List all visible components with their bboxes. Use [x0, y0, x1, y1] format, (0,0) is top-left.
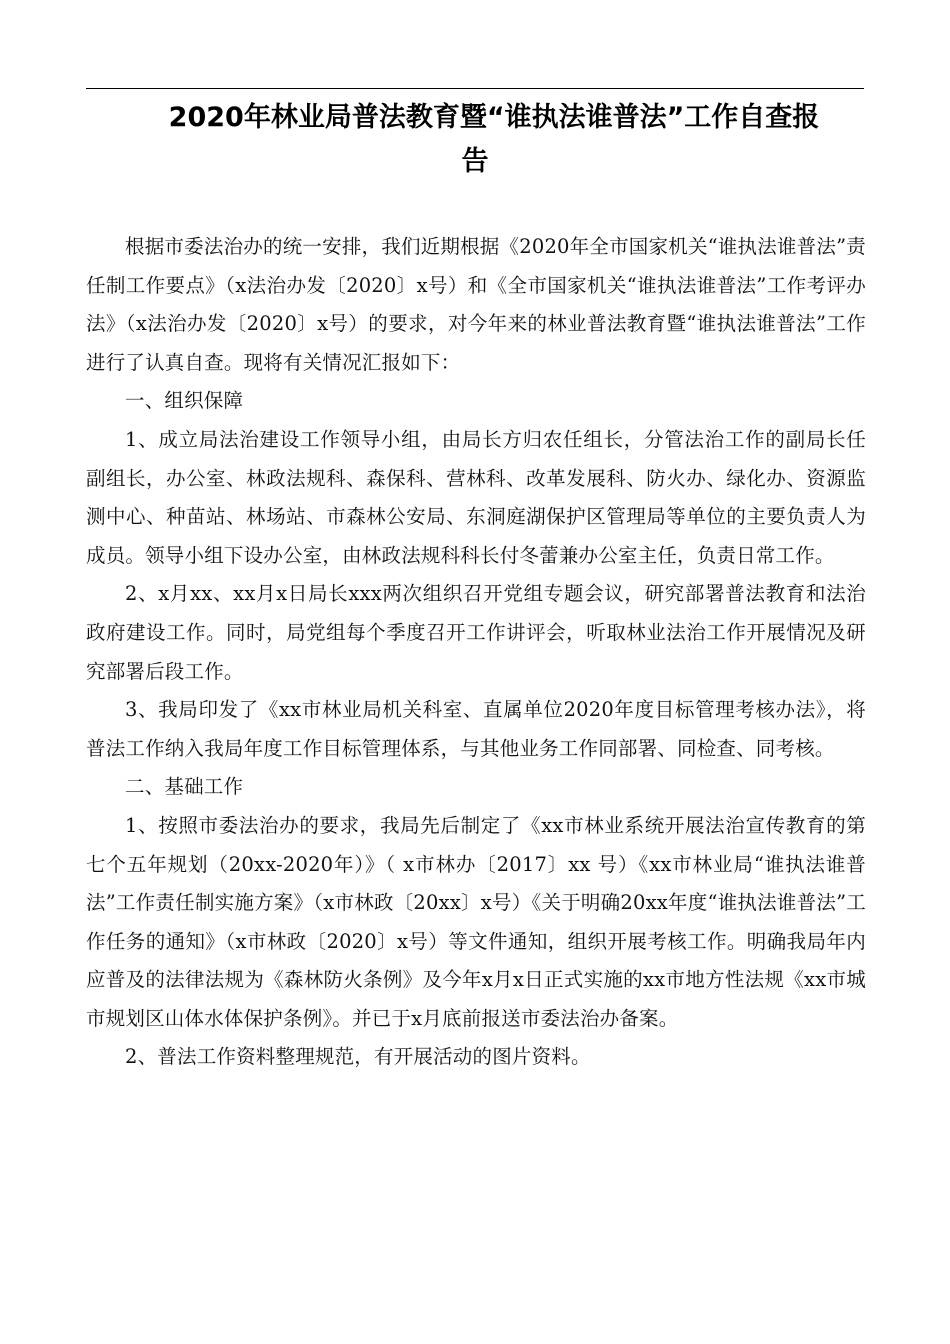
paragraph-basic-2: 2、普法工作资料整理规范，有开展活动的图片资料。	[125, 1045, 591, 1069]
section-heading-organization: 一、组织保障	[125, 389, 244, 413]
section-heading-basic-work: 二、基础工作	[125, 775, 244, 799]
header-rule	[86, 88, 864, 89]
title-line-2: 告	[461, 146, 489, 177]
paragraph-basic-1: 1、按照市委法治办的要求，我局先后制定了《xx市林业系统开展法治宣传教育的第七个五年规划（20xx-2020年）》（ x市林办〔2017〕xx 号）《xx市林业局“谁执法谁普法”工作责任制实施方案》（x市林政〔20xx〕x号）《关于明确20xx年度“谁执法谁普法”工作任务的通知》（x市林政〔2020〕x号）等文件通知，组织开展考核工作。明确我局年内应普及的法律法规为《森林防火条例》及今年x月x日正式实施的xx市地方性法规《xx市城市规划区山体水体保护条例》。并已于x月底前报送市委法治办备案。	[86, 813, 866, 1030]
intro-paragraph: 根据市委法治办的统一安排，我们近期根据《2020年全市国家机关“谁执法谁普法”责任制工作要点》（x法治办发〔2020〕x号）和《全市国家机关“谁执法谁普法”工作考评办法》（x法治办发〔2020〕x号）的要求，对今年来的林业普法教育暨“谁执法谁普法”工作进行了认真自查。现将有关情况汇报如下：	[86, 235, 866, 374]
paragraph-org-1: 1、成立局法治建设工作领导小组，由局长方归农任组长，分管法治工作的副局长任副组长，办公室、林政法规科、森保科、营林科、改革发展科、防火办、绿化办、资源监测中心、种苗站、林场站、市森林公安局、东洞庭湖保护区管理局等单位的主要负责人为成员。领导小组下设办公室，由林政法规科科长付冬蕾兼办公室主任，负责日常工作。	[86, 427, 866, 567]
document-body	[86, 228, 866, 1077]
paragraph-org-3: 3、我局印发了《xx市林业局机关科室、直属单位2020年度目标管理考核办法》，将普法工作纳入我局年度工作目标管理体系，与其他业务工作同部署、同检查、同考核。	[86, 698, 866, 760]
document-title	[86, 96, 864, 184]
paragraph-org-2: 2、x月xx、xx月x日局长xxx两次组织召开党组专题会议，研究部署普法教育和法治政府建设工作。同时，局党组每个季度召开工作讲评会，听取林业法治工作开展情况及研究部署后段工作。	[86, 582, 866, 683]
title-line-1: 2020年林业局普法教育暨“谁执法谁普法”工作自查报	[168, 102, 820, 133]
